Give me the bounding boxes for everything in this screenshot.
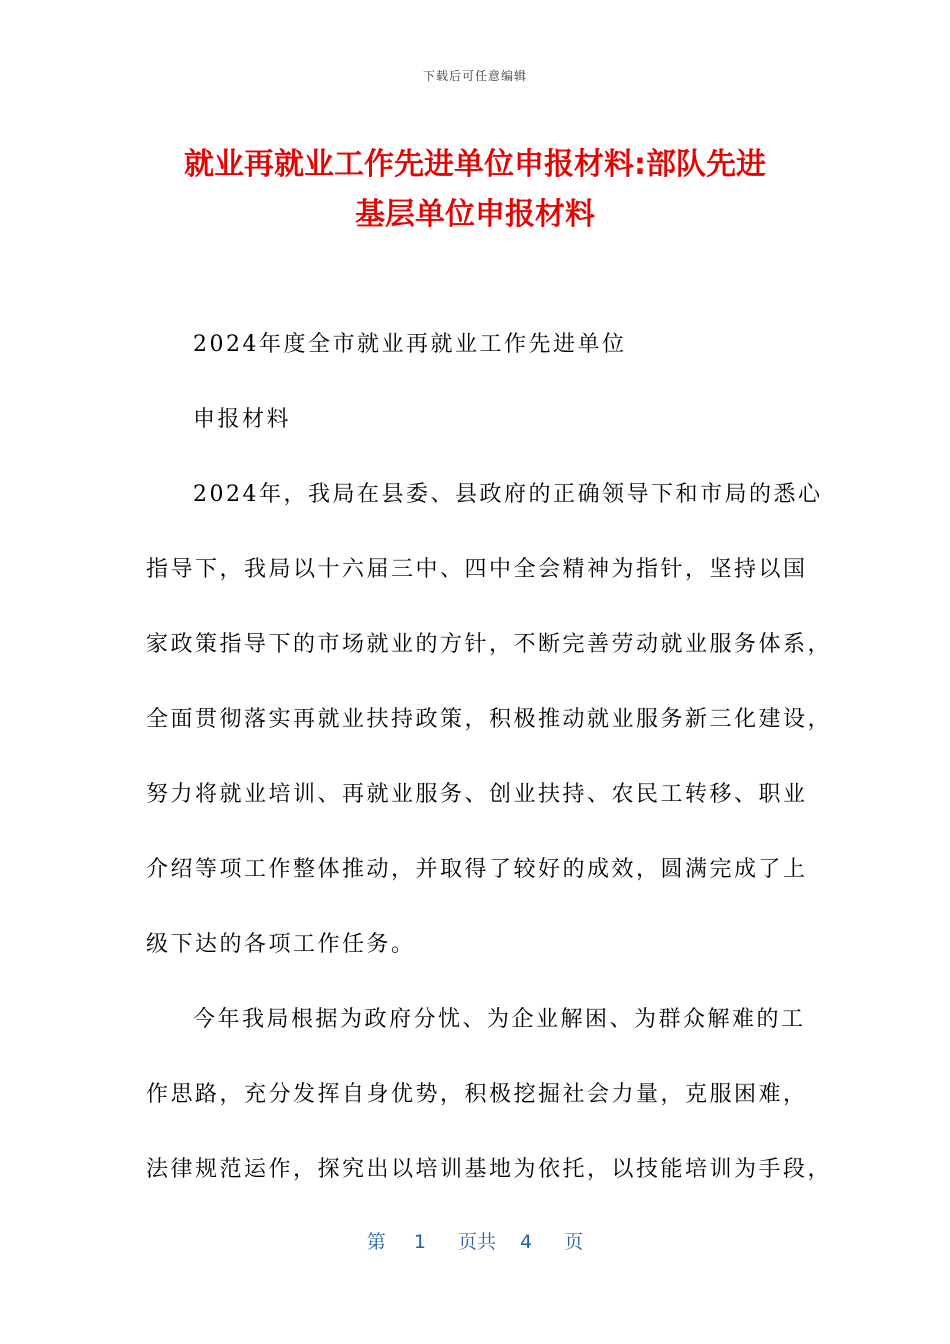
heading-line-1: 2024年度全市就业再就业工作先进单位 [193, 332, 627, 357]
paragraph-2-line: 法律规范运作，探究出以培训基地为依托，以技能培训为手段， [146, 1157, 833, 1182]
footer-total-pages: 4 [520, 1231, 533, 1253]
paragraph-1-line: 级下达的各项工作任务。 [146, 932, 416, 957]
paragraph-1-line: 全面贯彻落实再就业扶持政策，积极推动就业服务新三化建设， [146, 707, 833, 732]
header-note: 下载后可任意编辑 [422, 69, 527, 83]
paragraph-1-line: 努力将就业培训、再就业服务、创业扶持、农民工转移、职业 [146, 782, 808, 807]
paragraph-1-line: 介绍等项工作整体推动，并取得了较好的成效，圆满完成了上 [146, 857, 808, 882]
paragraph-1-line: 2024年，我局在县委、县政府的正确领导下和市局的悉心 [193, 482, 823, 507]
paragraph-2-line: 今年我局根据为政府分忧、为企业解困、为群众解难的工 [193, 1007, 806, 1032]
paragraph-1-line: 家政策指导下的市场就业的方针，不断完善劳动就业服务体系， [146, 632, 833, 657]
footer-page-number: 1 [413, 1231, 426, 1253]
footer-suffix: 页 [564, 1231, 584, 1253]
footer-middle: 页共 [457, 1231, 496, 1253]
heading-line-2: 申报材料 [193, 407, 292, 432]
document-title [120, 140, 830, 240]
title-line-1: 就业再就业工作先进单位申报材料:部队先进 [184, 147, 766, 182]
paragraph-1-line: 指导下，我局以十六届三中、四中全会精神为指针，坚持以国 [146, 557, 808, 582]
footer-prefix: 第 [366, 1231, 386, 1253]
paragraph-2-line: 作思路，充分发挥自身优势，积极挖掘社会力量，克服困难， [146, 1082, 808, 1107]
page-footer [0, 1227, 950, 1254]
title-line-2: 基层单位申报材料 [355, 197, 595, 232]
